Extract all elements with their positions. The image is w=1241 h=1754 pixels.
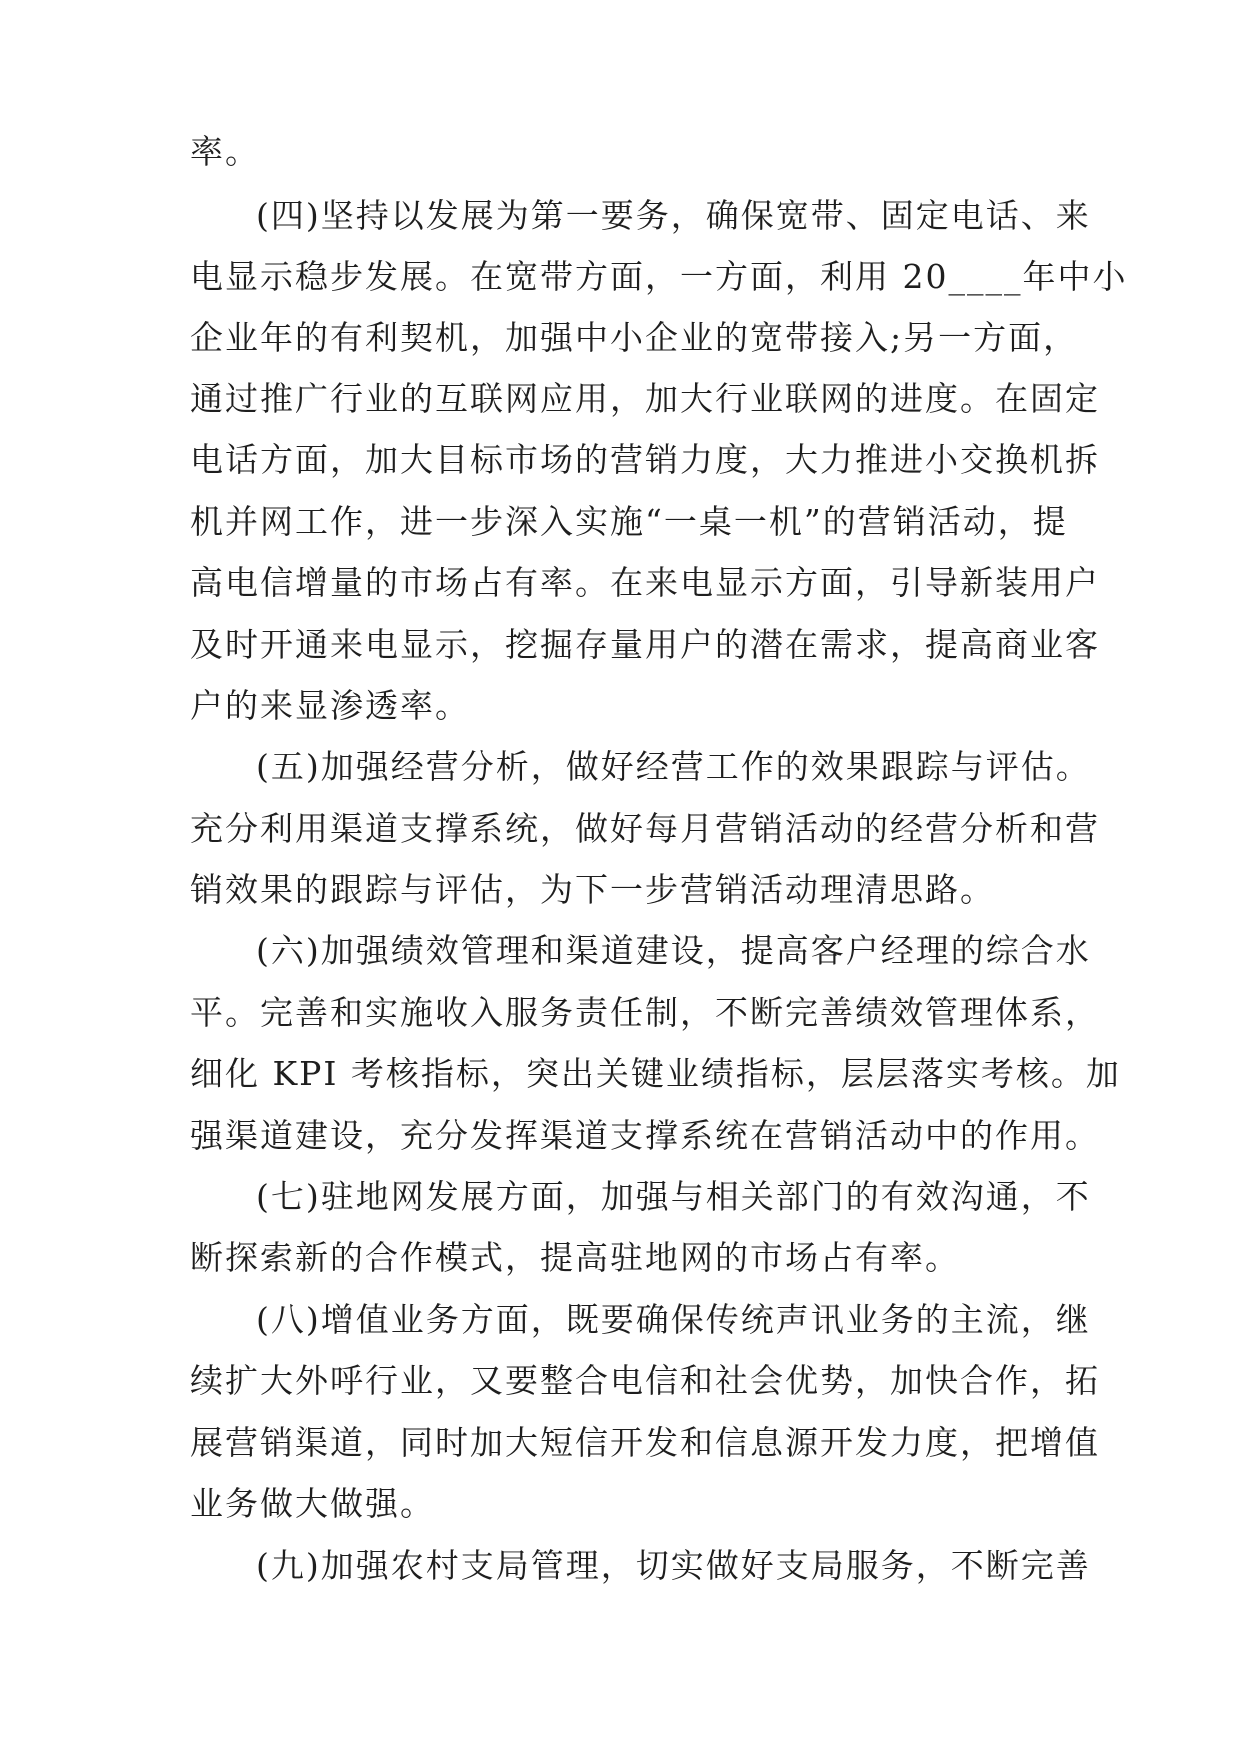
text-line: 展营销渠道，同时加大短信开发和信息源开发力度，把增值: [190, 1423, 1100, 1462]
text-line: 细化 KPI 考核指标，突出关键业绩指标，层层落实考核。加: [190, 1054, 1121, 1093]
text-line: 电话方面，加大目标市场的营销力度，大力推进小交换机拆: [190, 440, 1100, 479]
paragraph-first-line: (四)坚持以发展为第一要务，确保宽带、固定电话、来: [256, 196, 1091, 235]
text-line: 平。完善和实施收入服务责任制，不断完善绩效管理体系，: [190, 993, 1100, 1032]
paragraph-first-line: (五)加强经营分析，做好经营工作的效果跟踪与评估。: [256, 747, 1091, 786]
paragraph-first-line: (六)加强绩效管理和渠道建设，提高客户经理的综合水: [256, 931, 1091, 970]
text-line: 电显示稳步发展。在宽带方面，一方面，利用 20____年中小: [190, 257, 1128, 296]
paragraph-first-line: (七)驻地网发展方面，加强与相关部门的有效沟通，不: [256, 1177, 1091, 1216]
text-line: 强渠道建设，充分发挥渠道支撑系统在营销活动中的作用。: [190, 1116, 1100, 1155]
text-line: 及时开通来电显示，挖掘存量用户的潜在需求，提高商业客: [190, 625, 1100, 664]
text-line: 业务做大做强。: [190, 1484, 435, 1523]
paragraph-first-line: (八)增值业务方面，既要确保传统声讯业务的主流，继: [256, 1300, 1091, 1339]
text-line: 续扩大外呼行业，又要整合电信和社会优势，加快合作，拓: [190, 1361, 1100, 1400]
text-line: 企业年的有利契机，加强中小企业的宽带接入;另一方面，: [190, 318, 1079, 357]
text-line: 通过推广行业的互联网应用，加大行业联网的进度。在固定: [190, 379, 1100, 418]
text-line: 机并网工作，进一步深入实施“一桌一机”的营销活动，提: [190, 502, 1068, 541]
paragraph-first-line: (九)加强农村支局管理，切实做好支局服务，不断完善: [256, 1546, 1091, 1585]
text-line: 销效果的跟踪与评估，为下一步营销活动理清思路。: [190, 870, 995, 909]
text-line: 户的来显渗透率。: [190, 686, 470, 725]
text-line: 率。: [190, 132, 260, 171]
text-line: 充分利用渠道支撑系统，做好每月营销活动的经营分析和营: [190, 809, 1100, 848]
text-line: 断探索新的合作模式，提高驻地网的市场占有率。: [190, 1238, 960, 1277]
text-line: 高电信增量的市场占有率。在来电显示方面，引导新装用户: [190, 563, 1100, 602]
